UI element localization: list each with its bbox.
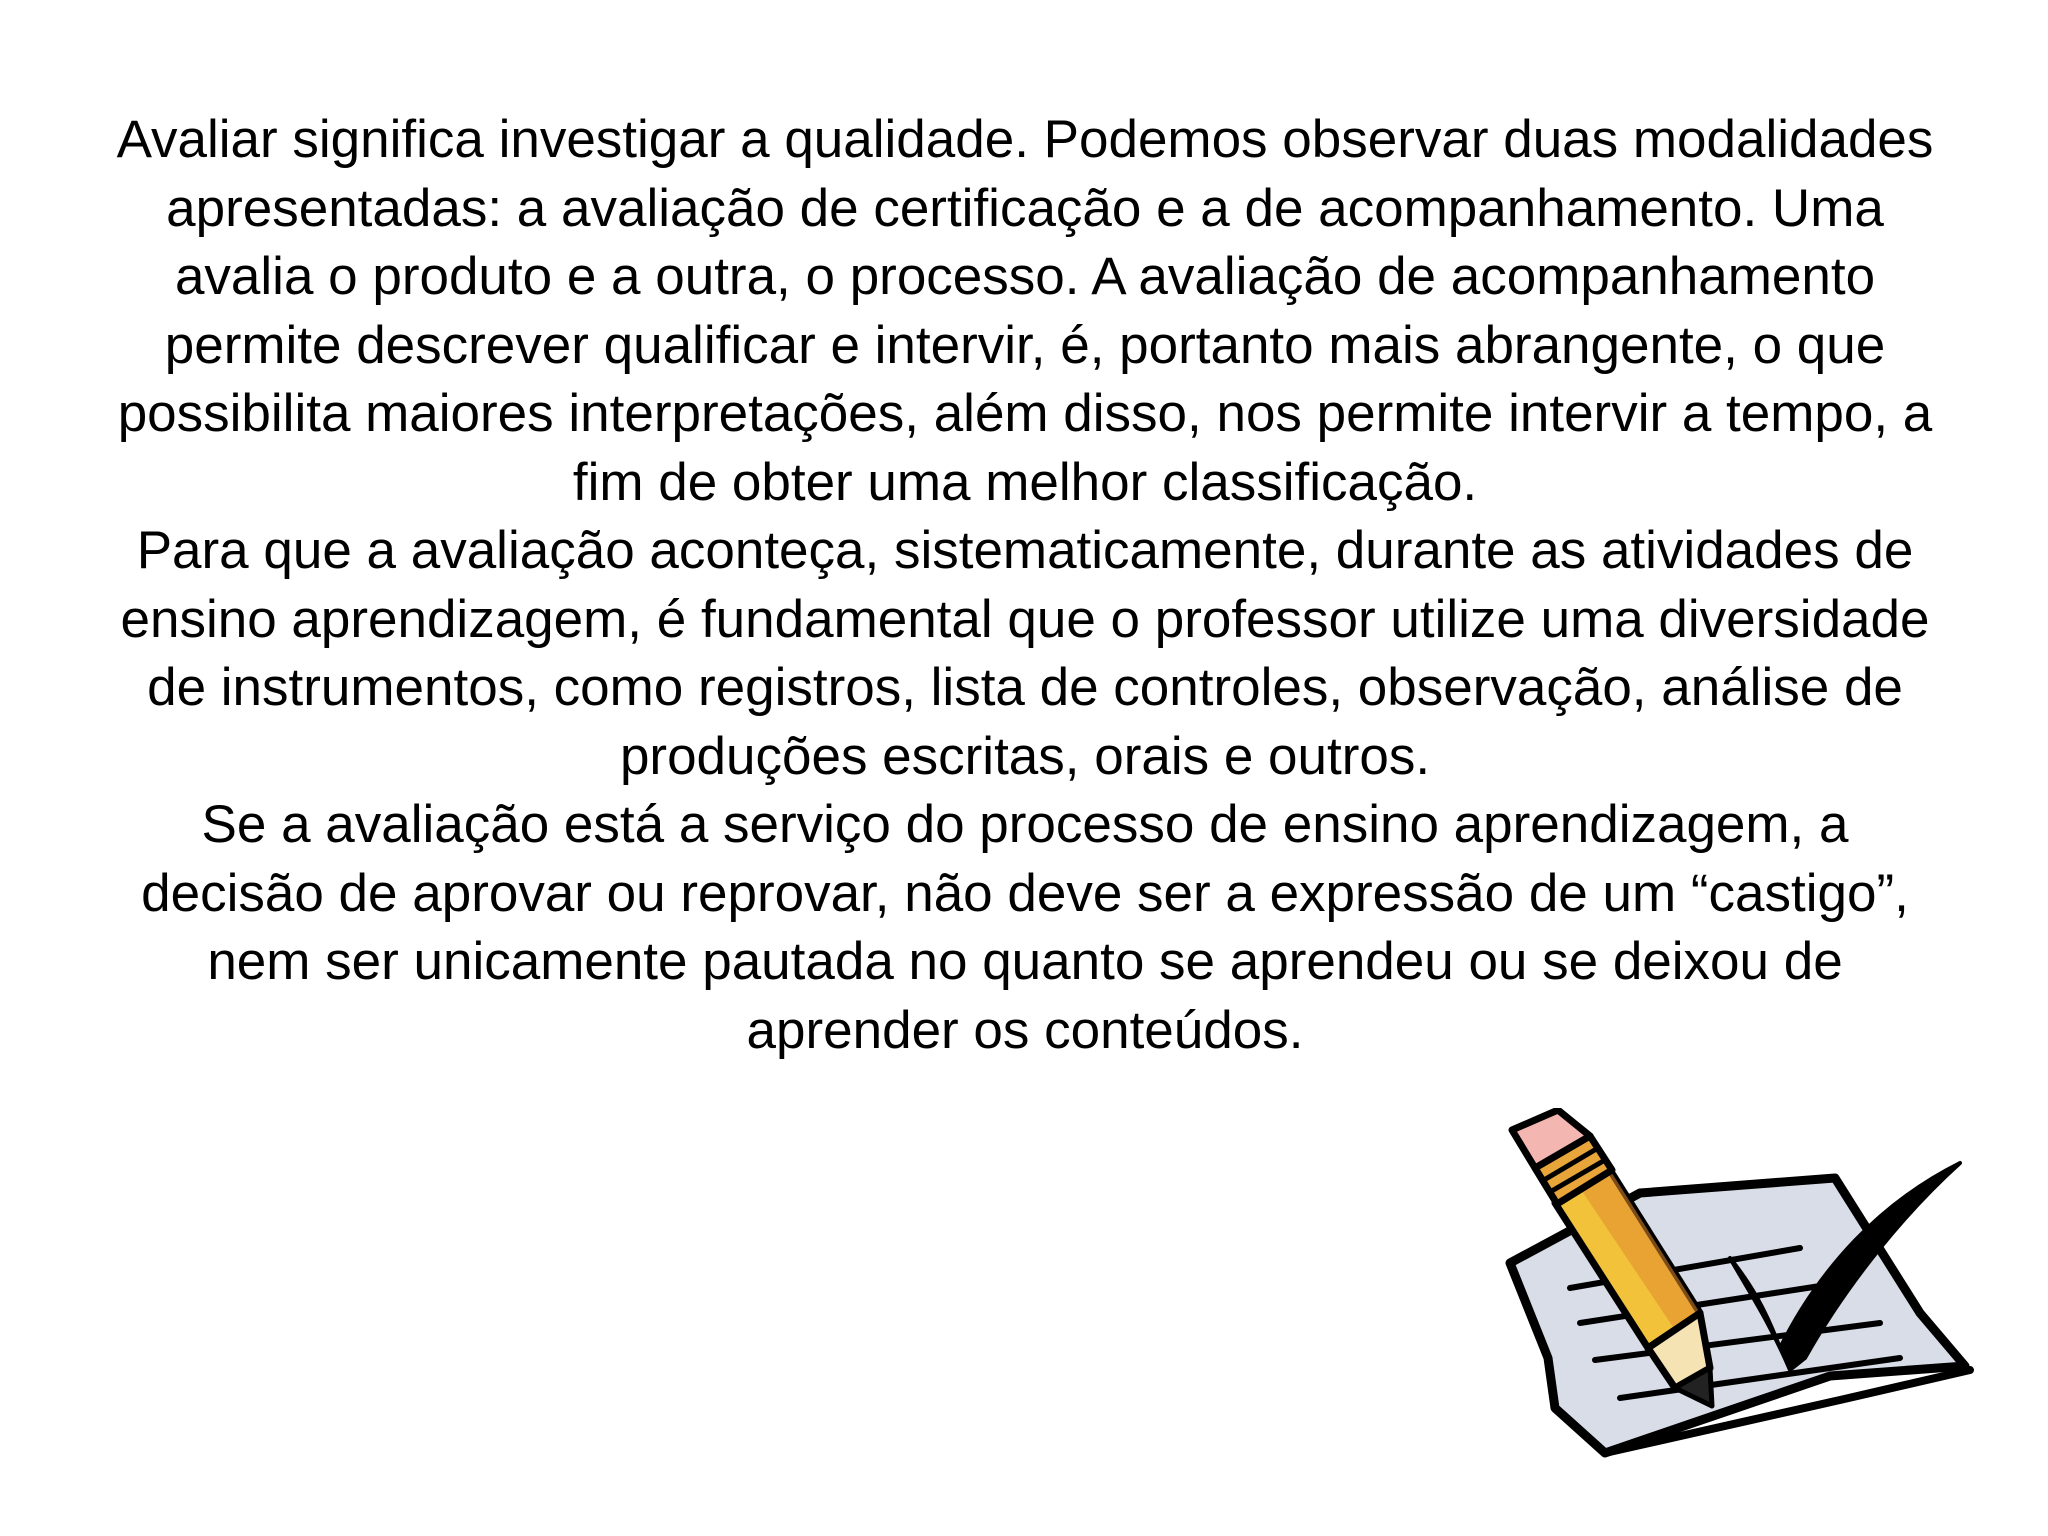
paragraph-evaluation-decision: Se a avaliação está a serviço do processo de ensino aprendizagem, a decisão de aprovar ou reprovar, não deve ser a expressão de um “castigo”, nem ser unicamente pautada no quanto se aprendeu ou se deixou de aprender os conteúdos. bbox=[141, 795, 1909, 1060]
paragraph-evaluation-definition: Avaliar significa investigar a qualidade. Podemos observar duas modalidades apresentadas: a avaliação de certificação e a de acompanhamento. Uma avalia o produto e a outra, o processo. A avaliação de acompanhamento permite descrever qualificar e intervir, é, portanto mais abrangente, o que possibilita maiores interpretações, além disso, nos permite intervir a tempo, a fim de obter uma melhor classificação. bbox=[116, 110, 1934, 512]
pencil-checkmark-icon bbox=[1500, 1108, 1980, 1463]
paragraph-evaluation-instruments: Para que a avaliação aconteça, sistematicamente, durante as atividades de ensino aprendizagem, é fundamental que o professor utilize uma diversidade de instrumentos, como registros, lista de controles, observação, análise de produções escritas, orais e outros. bbox=[120, 521, 1930, 786]
slide-text-block bbox=[110, 106, 1940, 1065]
